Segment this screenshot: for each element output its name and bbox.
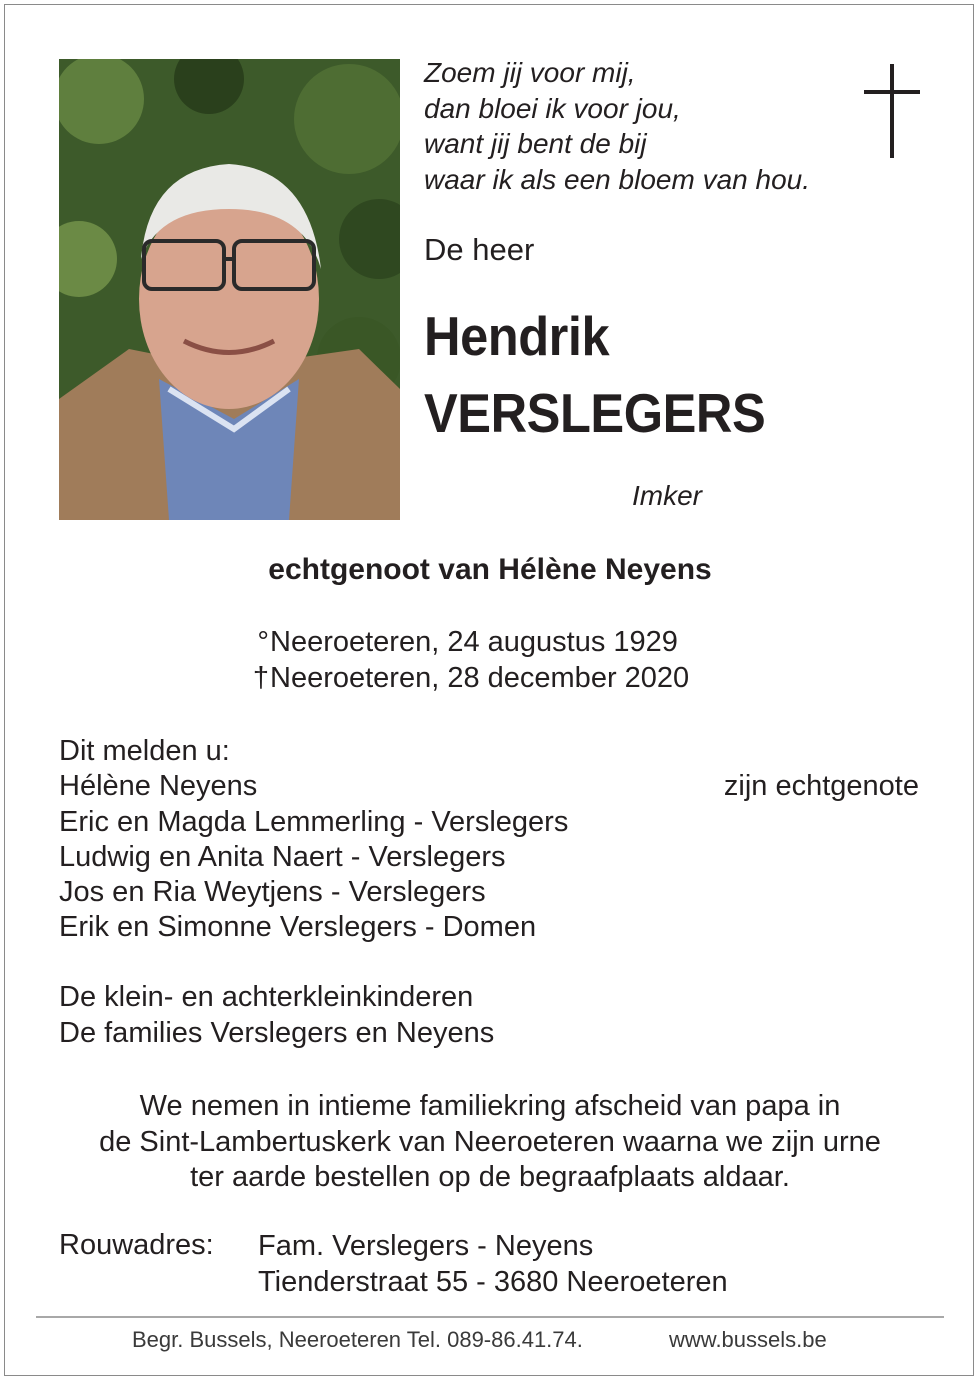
ceremony-line: ter aarde bestellen op de begraafplaats aldaar.: [190, 1161, 790, 1193]
child-line: Jos en Ria Weytjens - Verslegers: [59, 876, 486, 909]
family-intro: Dit melden u:: [59, 735, 230, 767]
child-line: Ludwig en Anita Naert - Verslegers: [59, 840, 506, 873]
poem-line: Zoem jij voor mij,: [424, 57, 636, 88]
mourning-address: [258, 1229, 728, 1300]
birth-line: [243, 624, 689, 660]
extended-line: De klein- en achterkleinkinderen: [59, 981, 474, 1013]
poem-line: dan bloei ik voor jou,: [424, 92, 681, 124]
cross-icon: [864, 64, 920, 158]
spouse-line: echtgenoot van Hélène Neyens: [268, 553, 712, 586]
memorial-poem: [424, 55, 810, 197]
spouse-row: [59, 769, 919, 804]
occupation: Imker: [632, 480, 702, 511]
ceremony-line: de Sint-Lambertuskerk van Neeroeteren waarna we zijn urne: [99, 1125, 881, 1158]
ceremony-text: [0, 1089, 980, 1196]
website-link[interactable]: www.bussels.be: [669, 1327, 827, 1352]
death-text: Neeroeteren, 28 december 2020: [270, 662, 690, 694]
birth-text: Neeroeteren, 24 augustus 1929: [270, 626, 678, 658]
portrait-photo: [59, 59, 400, 520]
ceremony-line: We nemen in intieme familiekring afscheid van papa in: [139, 1090, 841, 1122]
child-line: Erik en Simonne Verslegers - Domen: [59, 911, 537, 944]
child-line: Eric en Magda Lemmerling - Verslegers: [59, 805, 569, 838]
life-dates: [243, 624, 689, 696]
death-line: [243, 660, 689, 696]
family-list: [59, 734, 919, 946]
last-name: VERSLEGERS: [424, 382, 766, 444]
extended-line: De families Verslegers en Neyens: [59, 1016, 495, 1049]
spouse-name: Hélène Neyens: [59, 770, 258, 803]
funeral-home-info: Begr. Bussels, Neeroeteren Tel. 089-86.41.74.: [132, 1327, 583, 1352]
birth-symbol: °: [257, 626, 269, 658]
poem-line: want jij bent de bij: [424, 128, 647, 159]
death-symbol: †: [252, 662, 269, 694]
address-line-1: Fam. Verslegers - Neyens: [258, 1230, 594, 1262]
address-label: Rouwadres:: [59, 1229, 214, 1261]
first-name: Hendrik: [424, 305, 610, 367]
address-line-2: Tienderstraat 55 - 3680 Neeroeteren: [258, 1265, 728, 1298]
spouse-relation: zijn echtgenote: [723, 770, 919, 803]
extended-family: [59, 980, 494, 1051]
salutation: De heer: [424, 232, 535, 267]
footer-divider: [36, 1316, 944, 1318]
poem-line: waar ik als een bloem van hou.: [424, 163, 810, 195]
